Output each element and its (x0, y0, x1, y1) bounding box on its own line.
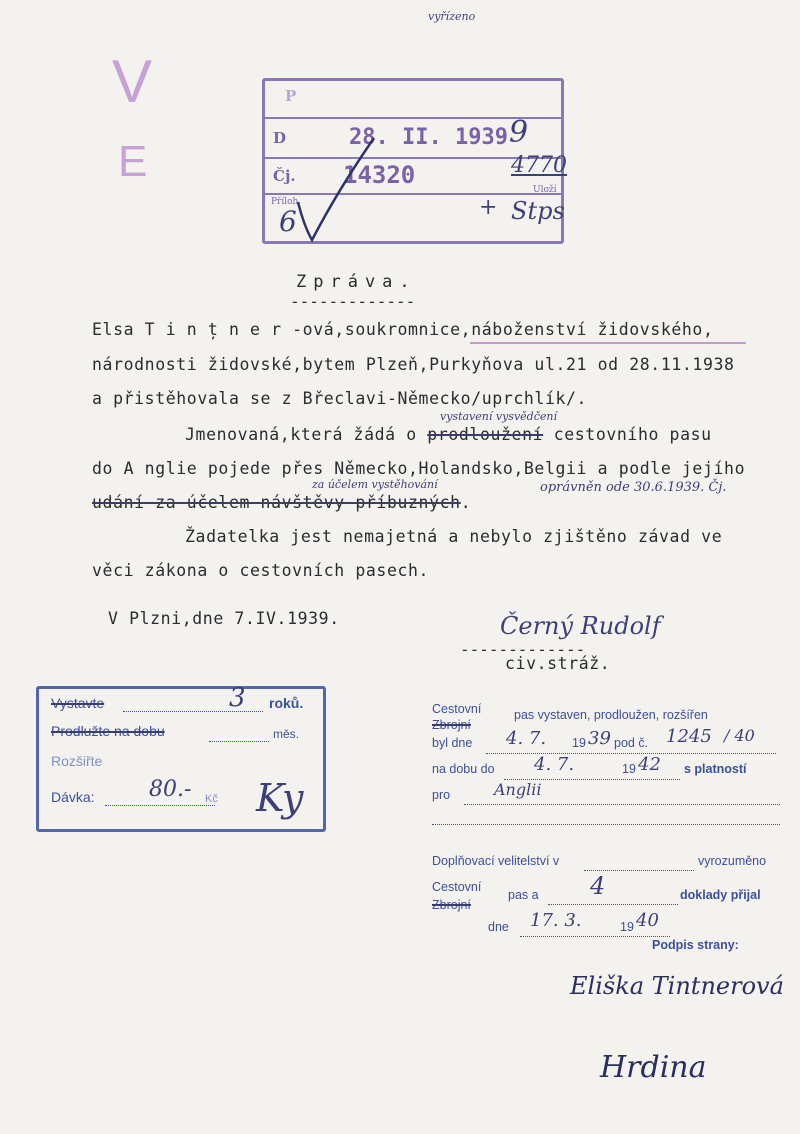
body-line-6-end: . (460, 493, 472, 512)
officer-signature: Černý Rudolf (500, 612, 661, 640)
fee-row1-label: Vystavte (51, 695, 105, 711)
hand-insert-above-line-6: za účelem vystěhování (312, 478, 438, 491)
record-cestovni2: Cestovní (432, 880, 482, 894)
fee-stamp-signature: Ky (256, 776, 304, 820)
body-line-5: do A nglie pojede přes Německo,Holandsko,Belgii a podle jejího (92, 459, 746, 478)
record-century2: 19 (622, 762, 636, 776)
body-line-8: věci zákona o cestovních pasech. (92, 561, 430, 580)
record-pas-a-value: 4 (590, 872, 606, 900)
record-doplnovaci: Doplňovací velitelství v (432, 854, 560, 868)
record-number: 1245 (666, 726, 712, 747)
record-pas-text: pas vystaven, prodloužen, rozšířen (514, 708, 708, 722)
letter-e: E (118, 137, 148, 186)
record-podpis-label: Podpis strany: (652, 938, 739, 952)
record-date3: 17. 3. (530, 910, 582, 931)
record-pro-value: Anglii (494, 780, 542, 799)
record-century1: 19 (572, 736, 586, 750)
body-line-4a: Jmenovaná,která žádá o (185, 425, 428, 444)
fee-row1-unit: roků. (269, 695, 304, 711)
fee-row4-label: Dávka: (51, 789, 95, 805)
fee-currency: Kč (205, 793, 218, 805)
report-title: Zpráva. (296, 272, 417, 292)
body-line-4 (185, 425, 712, 444)
title-rule: ------------- (290, 292, 416, 311)
body-line-6 (92, 493, 471, 512)
record-na-dobu: na dobu do (432, 762, 495, 776)
record-s-platnosti: s platností (684, 762, 747, 776)
hand-stamp-signature: Stps (511, 197, 565, 225)
fee-row1-value: 3 (229, 683, 246, 713)
record-date2: 4. 7. (534, 754, 575, 775)
body-line-4c: cestovního pasu (543, 425, 712, 444)
fee-amount: 80.- (149, 777, 192, 802)
record-number-suffix: / 40 (724, 726, 755, 745)
record-pro: pro (432, 788, 451, 802)
record-dne: dne (488, 920, 509, 934)
passport-record-stamp (424, 696, 784, 916)
fee-row3-label: Rozšiřte (51, 753, 103, 769)
stamp-attach-label: Příloh (271, 197, 299, 207)
record-zbrojni: Zbrojní (432, 718, 471, 732)
fee-row2-label: Prodlužte na dobu (51, 723, 165, 739)
stamp-cj-label: Čj. (273, 167, 296, 185)
body-line-2: národnosti židovské,bytem Plzeň,Purkyňova ul.21 od 28.11.1938 (92, 355, 735, 374)
record-zbrojni2: Zbrojní (432, 898, 471, 912)
record-date1: 4. 7. (506, 728, 547, 749)
date-line: V Plzni,dne 7.IV.1939. (108, 609, 340, 628)
body-line-7: Žadatelka jest nemajetná a nebylo zjištěno závad ve (185, 527, 723, 546)
fee-row2-unit: měs. (273, 727, 300, 741)
signature-rule: ------------- (460, 640, 586, 659)
stamp-date: 28. II. 1939 (349, 125, 508, 150)
body-line-6-struck: udání za účelem návštěvy příbuzných (92, 493, 461, 512)
record-vyrozumeno: vyrozuměno (698, 854, 767, 868)
record-pod-c: pod č. (614, 736, 649, 750)
record-doklady: doklady přijal (680, 888, 761, 902)
record-year2: 42 (638, 754, 661, 775)
hand-count: 9 (509, 115, 529, 150)
top-note: vyřízeno (428, 10, 476, 23)
body-line-3: a přistěhovala se z Břeclavi-Německo/uprchlík/. (92, 389, 588, 408)
stamp-side-label: Uloží (533, 185, 557, 195)
hand-insert-right-line-6: oprávněn ode 30.6.1939. Čj. (540, 480, 727, 495)
hand-reference: 4770 (511, 153, 567, 178)
record-year3: 40 (636, 910, 659, 931)
stamp-cj-number: 14320 (343, 161, 416, 189)
record-year1: 39 (588, 728, 611, 749)
bottom-signature: Hrdina (600, 1050, 707, 1085)
record-cestovni: Cestovní (432, 702, 482, 716)
officer-role: civ.stráž. (505, 654, 611, 673)
stamp-date-label: D (273, 129, 287, 147)
body-line-1: Elsa T i n ț n e r -ová,soukromnice,náboženství židovského, (92, 320, 714, 339)
stamp-header: P (285, 87, 297, 105)
record-century3: 19 (620, 920, 634, 934)
purple-underline (470, 342, 746, 344)
hand-plus: + (479, 195, 498, 220)
hand-insert-above-line-4: vystavení vysvědčení (440, 410, 557, 423)
record-pas-a: pas a (508, 888, 539, 902)
body-line-4-struck: prodloužení (427, 425, 544, 444)
check-mark-icon (290, 130, 380, 250)
hand-attach-count: 6 (279, 205, 297, 238)
applicant-signature: Eliška Tintnerová (570, 972, 784, 1000)
record-byl-dne: byl dne (432, 736, 473, 750)
letter-v: V (112, 48, 153, 115)
